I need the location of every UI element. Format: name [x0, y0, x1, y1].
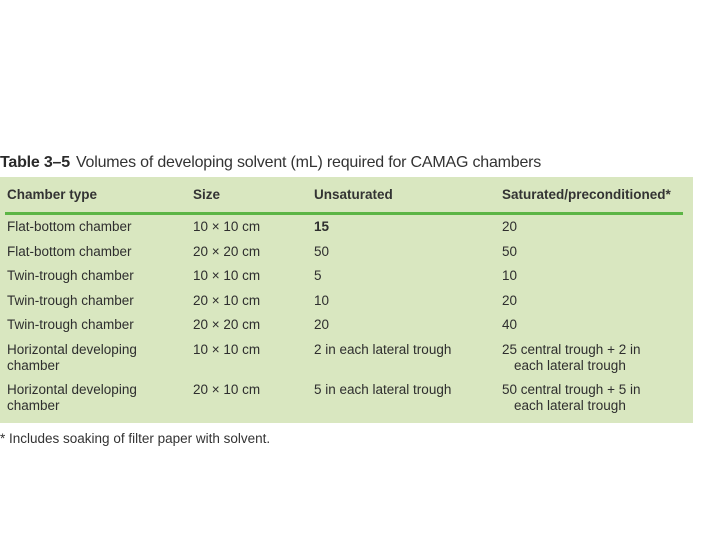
cell-size: 20 × 10 cm [193, 381, 261, 397]
table-row [0, 240, 693, 265]
cell-saturated-line1: 25 central trough + 2 in [502, 341, 641, 357]
table [0, 177, 693, 418]
header-row [0, 177, 693, 211]
cell-chamber-type: Twin-trough chamber [7, 268, 134, 283]
cell-size: 10 × 10 cm [193, 341, 261, 357]
cell-unsaturated: 5 in each lateral trough [314, 381, 452, 397]
cell-unsaturated: 15 [314, 219, 330, 234]
cell-saturated-line2: each lateral trough [514, 357, 626, 373]
cell-saturated: 10 [502, 268, 518, 283]
cell-chamber-type: Twin-trough chamber [7, 317, 134, 332]
table-footnote: * Includes soaking of filter paper with solvent. [0, 431, 271, 446]
table-row [0, 289, 693, 314]
table-row [0, 215, 693, 240]
cell-chamber-type [0, 378, 193, 418]
cell-size: 20 × 10 cm [193, 292, 261, 308]
cell-saturated: 20 [502, 292, 518, 308]
cell-saturated [502, 378, 693, 418]
solvent-volume-table [0, 177, 693, 423]
cell-chamber-type [0, 338, 193, 378]
cell-saturated-line1: 50 central trough + 5 in [502, 381, 641, 397]
cell-size: 20 × 20 cm [193, 243, 261, 259]
cell-chamber-type-line2: chamber [7, 357, 60, 373]
table-row [0, 338, 693, 378]
cell-chamber-type-line2: chamber [7, 397, 60, 413]
cell-saturated: 40 [502, 317, 518, 332]
cell-chamber-type: Twin-trough chamber [7, 292, 134, 308]
table-row [0, 264, 693, 289]
cell-unsaturated: 2 in each lateral trough [314, 341, 452, 357]
cell-saturated [502, 338, 693, 378]
cell-unsaturated: 5 [314, 268, 322, 283]
cell-saturated: 50 [502, 243, 518, 259]
table-number: Table 3–5 [0, 154, 70, 171]
header-saturated: Saturated/preconditioned* [502, 186, 671, 202]
table-caption [0, 152, 720, 174]
table-row [0, 378, 693, 418]
cell-size: 10 × 10 cm [193, 268, 261, 283]
cell-saturated: 20 [502, 219, 518, 234]
table-title: Volumes of developing solvent (mL) required for CAMAG chambers [75, 154, 542, 171]
cell-chamber-type-line1: Horizontal developing [7, 341, 137, 357]
cell-chamber-type: Flat-bottom chamber [7, 219, 132, 234]
cell-unsaturated: 20 [314, 317, 330, 332]
cell-chamber-type: Flat-bottom chamber [7, 243, 132, 259]
cell-saturated-line2: each lateral trough [514, 397, 626, 413]
header-size: Size [193, 186, 221, 202]
cell-size: 10 × 10 cm [193, 219, 261, 234]
header-chamber-type: Chamber type [7, 186, 98, 202]
header-unsaturated: Unsaturated [314, 186, 393, 202]
cell-size: 20 × 20 cm [193, 317, 261, 332]
cell-chamber-type-line1: Horizontal developing [7, 381, 137, 397]
cell-unsaturated: 50 [314, 243, 330, 259]
cell-unsaturated: 10 [314, 292, 330, 308]
table-row [0, 313, 693, 338]
